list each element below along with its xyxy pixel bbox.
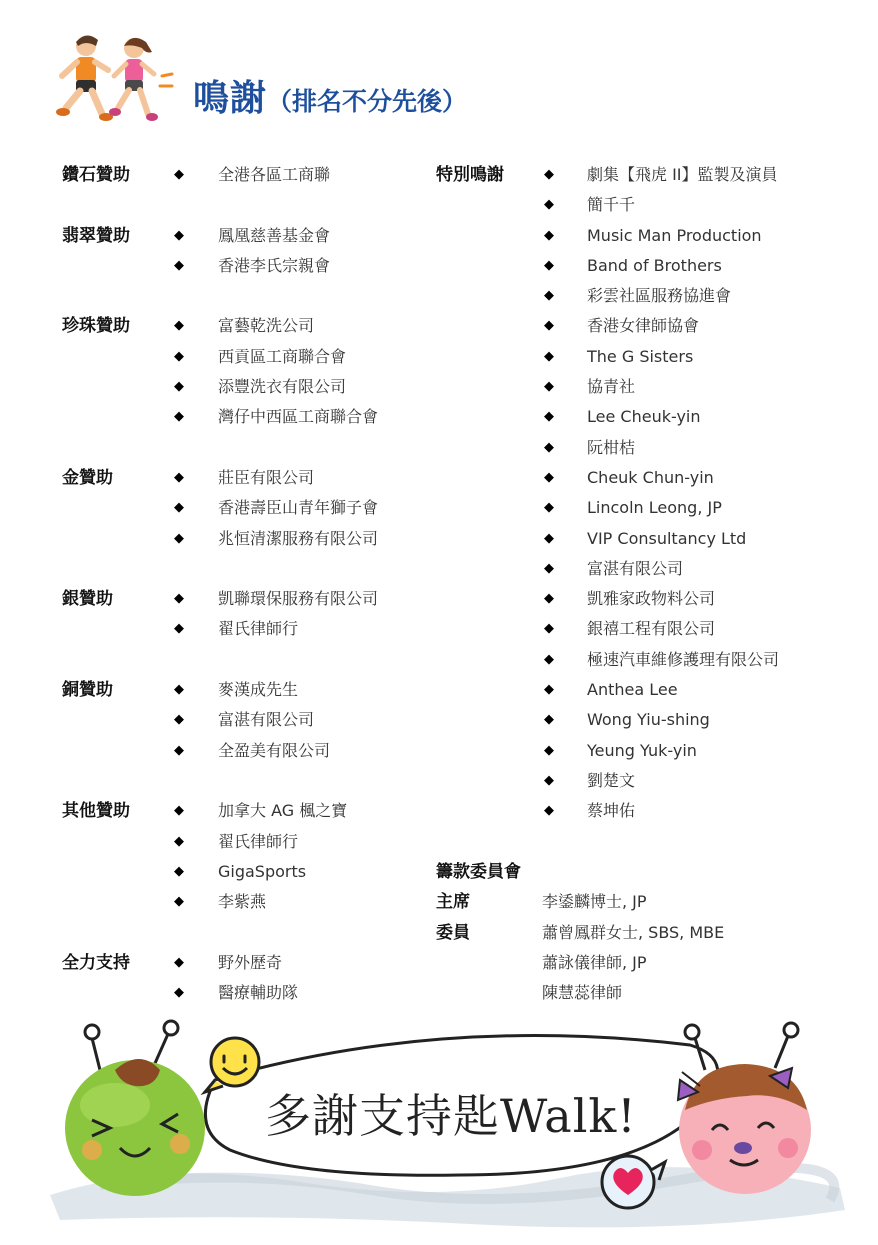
diamond-bullet-icon: ◆ xyxy=(174,409,184,425)
sponsor-name: 香港李氏宗親會 xyxy=(218,255,331,275)
sponsor-name: 富藝乾洗公司 xyxy=(218,316,315,336)
diamond-bullet-icon: ◆ xyxy=(544,409,554,425)
committee-title: 籌款委員會 xyxy=(436,862,521,882)
diamond-bullet-icon: ◆ xyxy=(174,469,184,485)
diamond-bullet-icon: ◆ xyxy=(544,227,554,243)
diamond-bullet-icon: ◆ xyxy=(544,712,554,728)
page-header xyxy=(50,28,650,128)
diamond-bullet-icon: ◆ xyxy=(544,379,554,395)
list-item xyxy=(436,887,647,917)
banner-text: 多謝支持匙Walk! xyxy=(265,1089,637,1143)
list-item xyxy=(436,918,725,948)
sponsor-tier-label: 鑽石贊助 xyxy=(62,165,130,185)
sponsor-name: 全盈美有限公司 xyxy=(218,740,331,760)
diamond-bullet-icon: ◆ xyxy=(544,288,554,304)
diamond-bullet-icon: ◆ xyxy=(174,318,184,334)
thanks-name: 極速汽車維修護理有限公司 xyxy=(587,649,780,669)
sponsor-name: 野外歷奇 xyxy=(218,952,283,972)
sponsor-name: 全港各區工商聯 xyxy=(218,165,331,184)
sponsor-name: 醫療輔助隊 xyxy=(218,983,299,1003)
diamond-bullet-icon: ◆ xyxy=(544,560,554,576)
thanks-name: 劇集【飛虎 II】監製及演員 xyxy=(587,165,778,184)
thanks-name: 富湛有限公司 xyxy=(587,558,684,578)
diamond-bullet-icon: ◆ xyxy=(174,257,184,273)
thanks-name: 協青社 xyxy=(587,377,636,397)
diamond-bullet-icon: ◆ xyxy=(174,682,184,698)
diamond-bullet-icon: ◆ xyxy=(174,863,184,879)
diamond-bullet-icon: ◆ xyxy=(544,439,554,455)
thanks-name: Lee Cheuk-yin xyxy=(587,407,701,427)
thank-you-banner xyxy=(40,1010,850,1235)
diamond-bullet-icon: ◆ xyxy=(544,682,554,698)
thanks-name: 劉楚文 xyxy=(587,770,636,790)
thanks-name: VIP Consultancy Ltd xyxy=(587,528,747,548)
thanks-name: The G Sisters xyxy=(587,346,694,366)
fundraising-committee xyxy=(436,857,725,1008)
member-name: 蕭曾鳳群女士, SBS, MBE xyxy=(542,922,725,942)
diamond-bullet-icon: ◆ xyxy=(174,227,184,243)
sponsor-tier-label: 銀贊助 xyxy=(62,589,113,610)
thanks-name: Lincoln Leong, JP xyxy=(587,498,722,518)
list-item xyxy=(436,948,647,978)
thanks-name: Cheuk Chun-yin xyxy=(587,467,714,487)
page-title xyxy=(193,70,467,121)
diamond-bullet-icon: ◆ xyxy=(544,742,554,758)
sponsor-name: 麥漢成先生 xyxy=(218,680,299,700)
diamond-bullet-icon: ◆ xyxy=(174,621,184,637)
special-thanks-label: 特別鳴謝 xyxy=(436,165,504,185)
sponsor-name: 鳳凰慈善基金會 xyxy=(218,225,331,245)
diamond-bullet-icon: ◆ xyxy=(174,530,184,546)
diamond-bullet-icon: ◆ xyxy=(544,318,554,334)
sponsor-name: 添豐洗衣有限公司 xyxy=(218,377,347,397)
title-subtitle: （排名不分先後） xyxy=(267,87,468,116)
diamond-bullet-icon: ◆ xyxy=(174,379,184,395)
sponsor-name: 香港壽臣山青年獅子會 xyxy=(218,498,379,518)
diamond-bullet-icon: ◆ xyxy=(174,803,184,819)
diamond-bullet-icon: ◆ xyxy=(174,167,184,182)
sponsor-tier-label: 金贊助 xyxy=(62,467,113,488)
thanks-name: Music Man Production xyxy=(587,225,762,245)
thanks-name: Wong Yiu-shing xyxy=(587,710,710,730)
sponsor-tier-label: 翡翠贊助 xyxy=(62,225,130,246)
title-text: 鳴謝 xyxy=(193,78,268,119)
diamond-bullet-icon: ◆ xyxy=(174,348,184,364)
diamond-bullet-icon: ◆ xyxy=(544,469,554,485)
sponsor-name: 西貢區工商聯合會 xyxy=(218,346,347,366)
thanks-name: Band of Brothers xyxy=(587,255,722,275)
thanks-name: 銀禧工程有限公司 xyxy=(587,619,716,639)
thanks-name: Yeung Yuk-yin xyxy=(587,740,697,760)
sponsor-name: GigaSports xyxy=(218,861,307,881)
green-character-icon xyxy=(65,1021,205,1196)
diamond-bullet-icon: ◆ xyxy=(544,651,554,667)
diamond-bullet-icon: ◆ xyxy=(174,712,184,728)
diamond-bullet-icon: ◆ xyxy=(544,591,554,607)
sponsor-name: 富湛有限公司 xyxy=(218,710,315,730)
diamond-bullet-icon: ◆ xyxy=(544,803,554,819)
diamond-bullet-icon: ◆ xyxy=(544,530,554,546)
list-item xyxy=(436,978,623,1008)
sponsor-name: 加拿大 AG 楓之寶 xyxy=(218,801,348,821)
diamond-bullet-icon: ◆ xyxy=(174,742,184,758)
member-name: 蕭詠儀律師, JP xyxy=(542,952,647,972)
sponsor-name: 翟氏律師行 xyxy=(218,831,299,851)
thanks-name: 蔡坤佑 xyxy=(587,801,636,821)
pink-character-icon xyxy=(678,1023,811,1194)
thanks-name: Anthea Lee xyxy=(587,680,678,700)
thanks-name: 香港女律師協會 xyxy=(587,316,700,336)
thanks-name: 阮柑桔 xyxy=(587,437,636,457)
diamond-bullet-icon: ◆ xyxy=(174,591,184,607)
sponsor-tier-label: 珍珠贊助 xyxy=(62,316,130,337)
sponsor-tier-label: 銅贊助 xyxy=(62,680,113,701)
thanks-name: 簡千千 xyxy=(587,195,636,215)
sponsor-name: 翟氏律師行 xyxy=(218,619,299,639)
diamond-bullet-icon: ◆ xyxy=(174,833,184,849)
diamond-bullet-icon: ◆ xyxy=(174,500,184,516)
chair-label: 主席 xyxy=(436,892,470,913)
diamond-bullet-icon: ◆ xyxy=(544,500,554,516)
diamond-bullet-icon: ◆ xyxy=(544,197,554,213)
members-label: 委員 xyxy=(436,922,470,943)
sponsor-name: 兆恒清潔服務有限公司 xyxy=(218,528,379,548)
diamond-bullet-icon: ◆ xyxy=(174,954,184,970)
diamond-bullet-icon: ◆ xyxy=(544,348,554,364)
runners-icon xyxy=(50,28,180,128)
sponsor-tier-label: 其他贊助 xyxy=(62,801,130,822)
thanks-name: 凱雅家政物料公司 xyxy=(587,589,716,609)
diamond-bullet-icon: ◆ xyxy=(174,985,184,1001)
diamond-bullet-icon: ◆ xyxy=(174,894,184,910)
diamond-bullet-icon: ◆ xyxy=(544,167,554,182)
diamond-bullet-icon: ◆ xyxy=(544,257,554,273)
member-name: 陳慧蕊律師 xyxy=(542,983,623,1003)
sponsor-name: 莊臣有限公司 xyxy=(218,467,315,487)
sponsor-name: 灣仔中西區工商聯合會 xyxy=(218,407,379,427)
sponsor-name: 凱聯環保服務有限公司 xyxy=(218,589,379,609)
sponsor-tier-label: 全力支持 xyxy=(62,952,130,973)
chair-name: 李鋈麟博士, JP xyxy=(542,892,647,912)
thanks-name: 彩雲社區服務協進會 xyxy=(587,286,732,306)
sponsor-name: 李紫燕 xyxy=(218,892,267,912)
diamond-bullet-icon: ◆ xyxy=(544,621,554,637)
diamond-bullet-icon: ◆ xyxy=(544,772,554,788)
